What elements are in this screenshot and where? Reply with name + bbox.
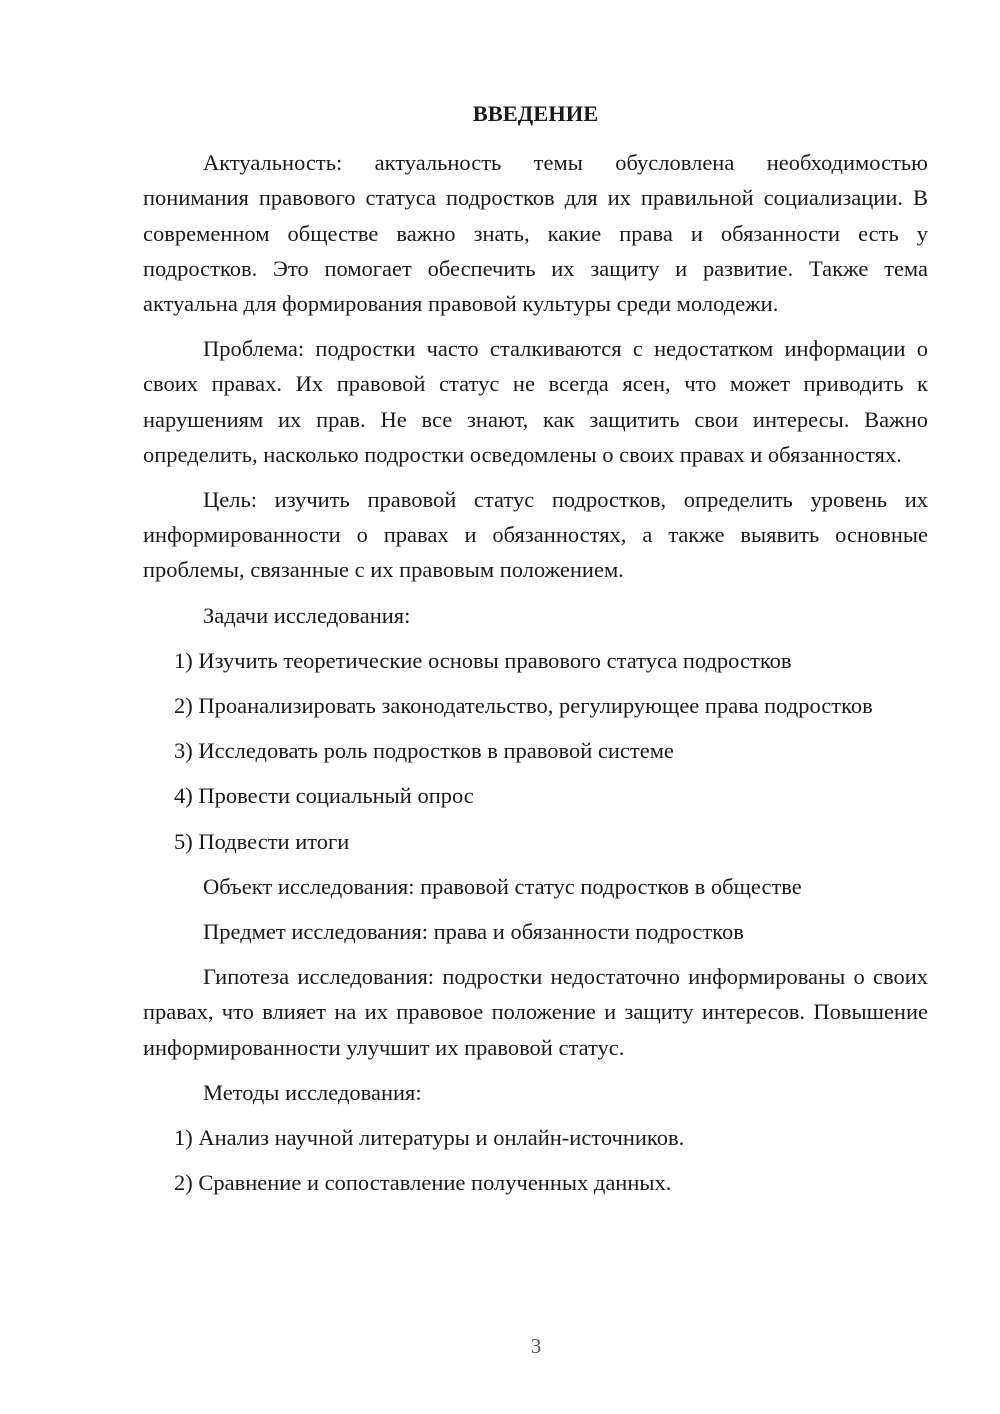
page-number: 3 — [530, 1334, 542, 1358]
paragraph-object: Объект исследования: правовой статус подростков в обществе — [203, 873, 802, 899]
page-content — [143, 96, 928, 1210]
task-item-3: 3) Исследовать роль подростков в правовой системе — [174, 738, 674, 764]
task-item-5: 5) Подвести итоги — [174, 828, 350, 854]
methods-title: Методы исследования: — [203, 1079, 422, 1105]
section-heading: ВВЕДЕНИЕ — [472, 101, 599, 126]
task-item-2: 2) Проанализировать законодательство, регулирующее права подростков — [174, 693, 873, 719]
paragraph-hypothesis: Гипотеза исследования: подростки недостаточно информированы о своих правах, что влияет на их правовое положение и защиту интересов. Повышение информированности улучшит их правовой статус. — [143, 964, 928, 1060]
method-item-1: 1) Анализ научной литературы и онлайн-источников. — [174, 1125, 685, 1151]
paragraph-problem: Проблема: подростки часто сталкиваются с недостатком информации о своих правах. Их правовой статус не всегда ясен, что может приводить к нарушениям их прав. Не все знают, как защитить свои интересы. Важно определить, насколько подростки осведомлены о своих правах и обязанностях. — [143, 336, 928, 467]
paragraph-goal: Цель: изучить правовой статус подростков, определить уровень их информированности о правах и обязанностях, а также выявить основные проблемы, связанные с их правовым положением. — [143, 487, 928, 583]
tasks-title: Задачи исследования: — [203, 602, 411, 628]
task-item-4: 4) Провести социальный опрос — [174, 783, 474, 809]
paragraph-relevance: Актуальность: актуальность темы обусловлена необходимостью понимания правового статуса подростков для их правильной социализации. В современном обществе важно знать, какие права и обязанности есть у подростков. Это помогает обеспечить их защиту и развитие. Также тема актуальна для формирования правовой культуры среди молодежи. — [143, 150, 928, 317]
task-item-1: 1) Изучить теоретические основы правового статуса подростков — [174, 647, 792, 673]
paragraph-subject: Предмет исследования: права и обязанности подростков — [203, 919, 744, 945]
method-item-2: 2) Сравнение и сопоставление полученных данных. — [174, 1170, 672, 1196]
